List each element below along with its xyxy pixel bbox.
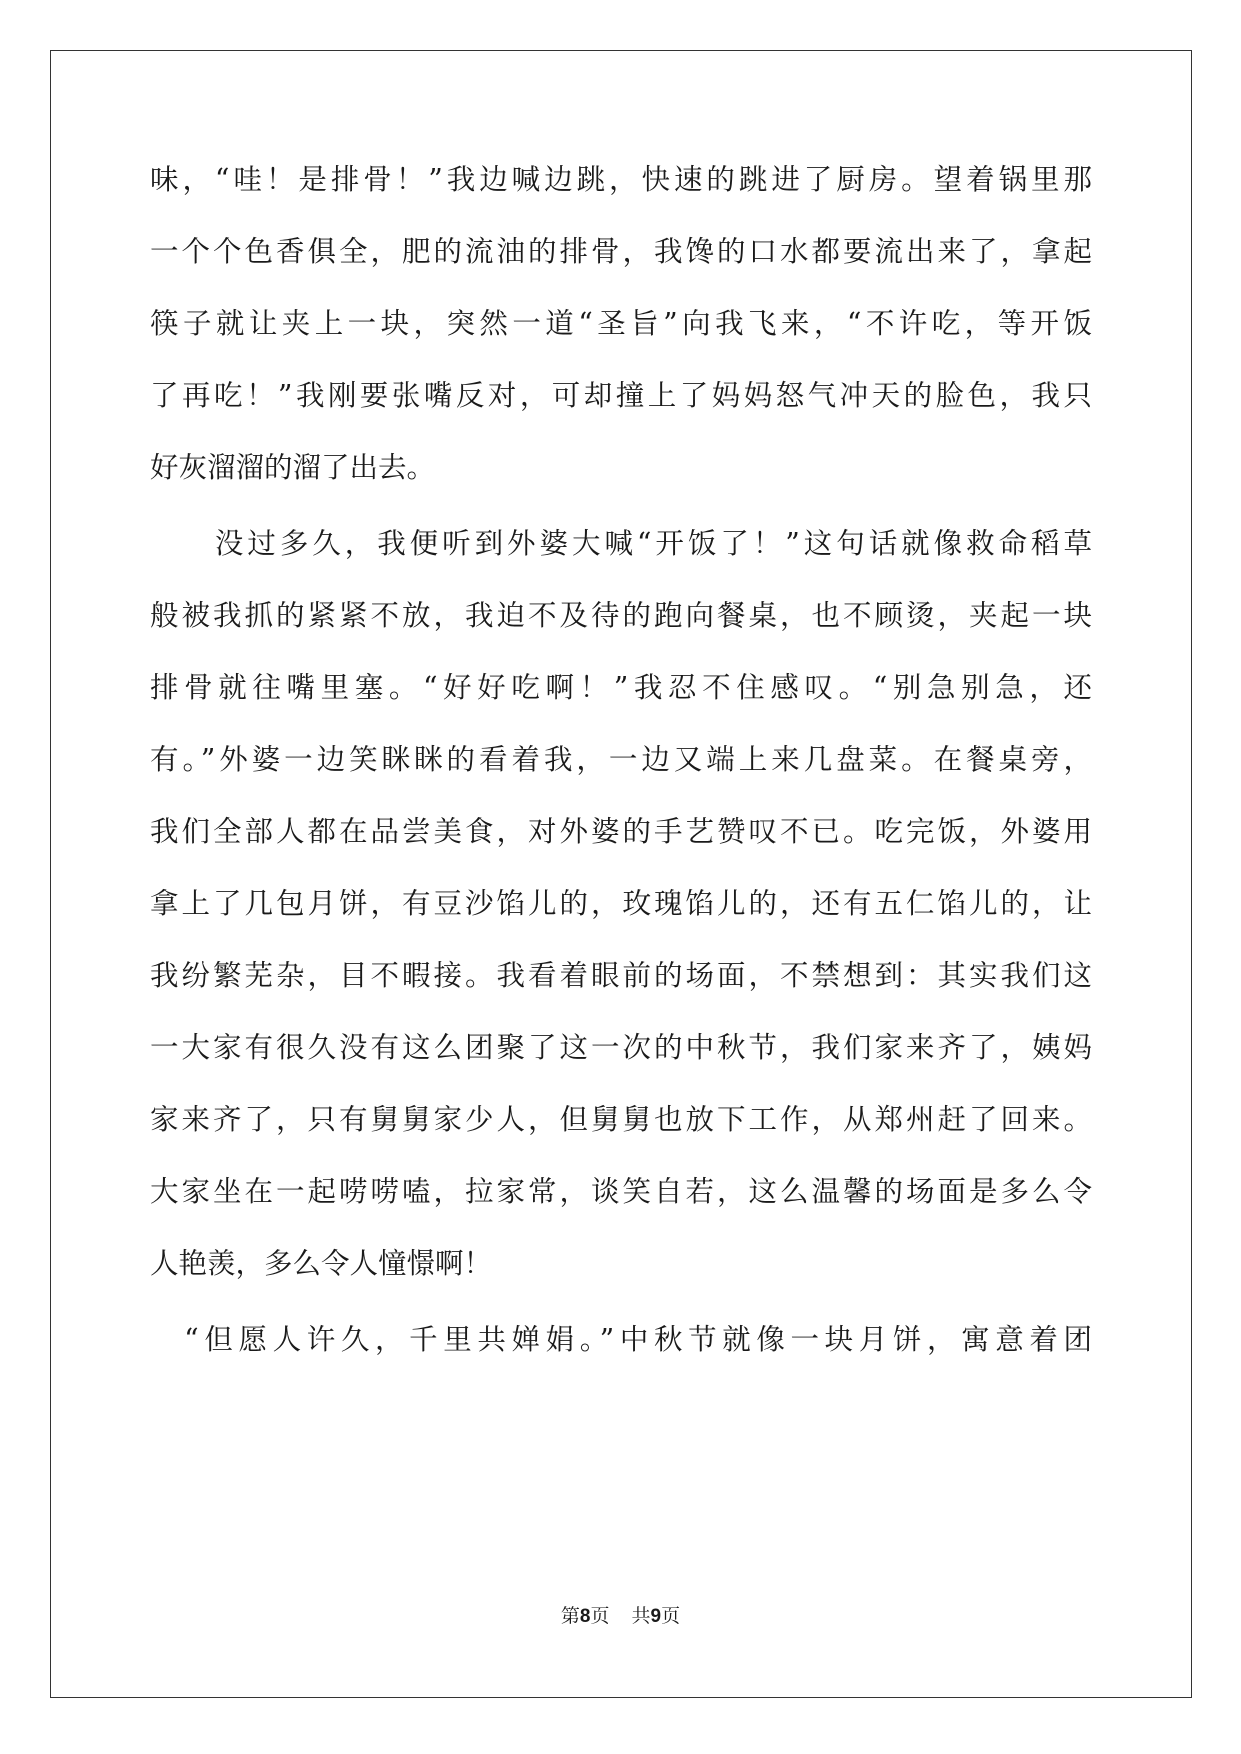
text-line: 好灰溜溜的溜了出去。 xyxy=(150,451,436,484)
text-line: 拿上了几包月饼，有豆沙馅儿的，玫瑰馅儿的，还有五仁馅儿的，让 xyxy=(150,887,1092,920)
page-prefix: 第 xyxy=(560,1605,580,1627)
text-line: 了再吃！”我刚要张嘴反对，可却撞上了妈妈怒气冲天的脸色，我只 xyxy=(150,379,1092,412)
text-line: “但愿人许久，千里共婵娟。”中秋节就像一块月饼，寓意着团 xyxy=(150,1323,1092,1356)
text-line: 家来齐了，只有舅舅家少人，但舅舅也放下工作，从郑州赶了回来。 xyxy=(150,1103,1092,1136)
page-suffix: 页 xyxy=(590,1605,610,1627)
page-footer xyxy=(0,1603,1241,1630)
text-line: 一个个色香俱全，肥的流油的排骨，我馋的口水都要流出来了，拿起 xyxy=(150,235,1092,268)
text-line: 般被我抓的紧紧不放，我迫不及待的跑向餐桌，也不顾烫，夹起一块 xyxy=(150,599,1092,632)
text-line: 人艳羡，多么令人憧憬啊！ xyxy=(150,1247,493,1280)
total-prefix: 共 xyxy=(631,1605,651,1627)
text-line: 一大家有很久没有这么团聚了这一次的中秋节，我们家来齐了，姨妈 xyxy=(150,1031,1092,1064)
page-border xyxy=(50,50,1192,1698)
text-line: 我们全部人都在品尝美食，对外婆的手艺赞叹不已。吃完饭，外婆用 xyxy=(150,815,1092,848)
total-pages: 9 xyxy=(650,1606,662,1627)
text-line: 有。”外婆一边笑眯眯的看着我，一边又端上来几盘菜。在餐桌旁， xyxy=(150,743,1092,776)
text-line: 排骨就往嘴里塞。“好好吃啊！”我忍不住感叹。“别急别急，还 xyxy=(150,671,1092,704)
text-line: 我纷繁芜杂，目不暇接。我看着眼前的场面，不禁想到：其实我们这 xyxy=(150,959,1092,992)
total-suffix: 页 xyxy=(661,1605,681,1627)
text-line: 味，“哇！是排骨！”我边喊边跳，快速的跳进了厨房。望着锅里那 xyxy=(150,163,1092,196)
text-line: 没过多久，我便听到外婆大喊“开饭了！”这句话就像救命稻草 xyxy=(150,527,1092,560)
page-number: 8 xyxy=(579,1606,591,1627)
text-line: 大家坐在一起唠唠嗑，拉家常，谈笑自若，这么温馨的场面是多么令 xyxy=(150,1175,1092,1208)
text-line: 筷子就让夹上一块，突然一道“圣旨”向我飞来，“不许吃，等开饭 xyxy=(150,307,1092,340)
